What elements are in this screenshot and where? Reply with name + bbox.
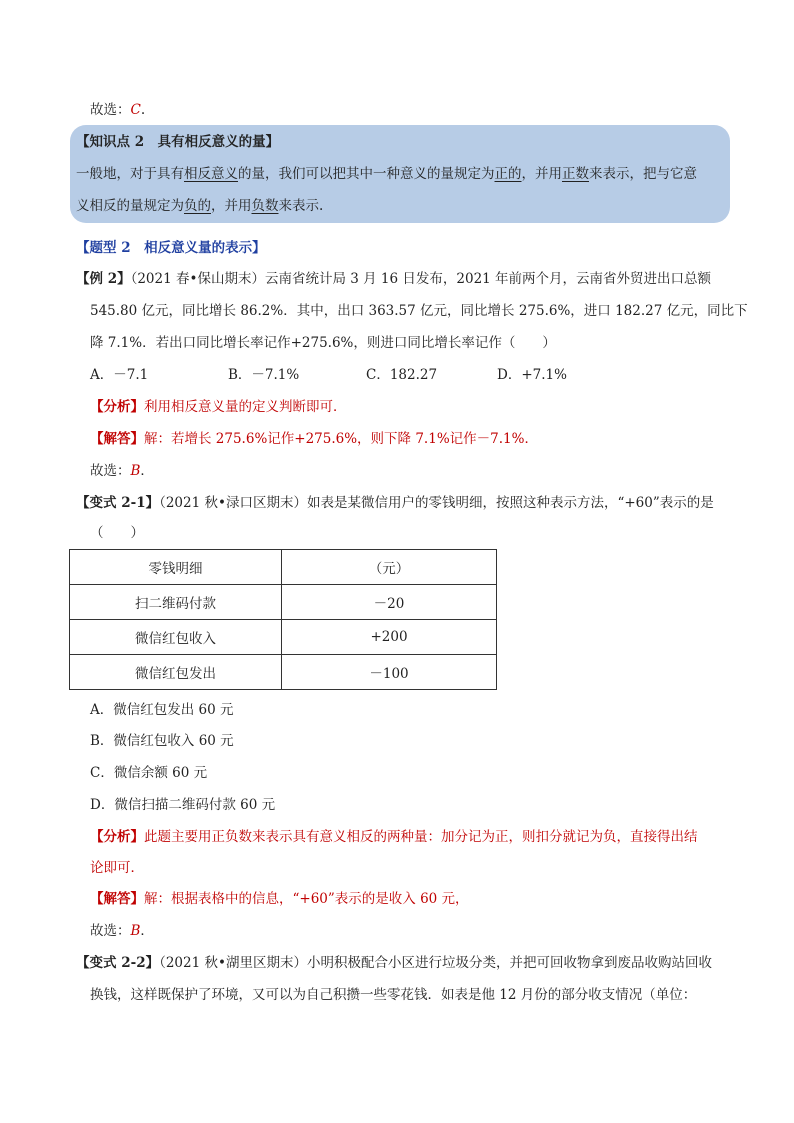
answer-prefix: 故选：	[90, 102, 131, 118]
analysis-tag: 【分析】	[90, 399, 144, 415]
text-span: 解：根据表格中的信息，“+60”表示的是收入 60 元，	[144, 891, 469, 907]
answer-letter: C	[130, 102, 141, 118]
variant-2-2-line-1	[76, 953, 712, 973]
example-2-option-b: B．－7.1%	[228, 367, 300, 383]
answer-letter: B	[130, 923, 141, 939]
variant-2-1-option-d: D．微信扫描二维码付款 60 元	[90, 797, 276, 813]
variant-2-1-option-a: A．微信红包发出 60 元	[90, 702, 234, 718]
example-2-option-a: A．－7.1	[90, 367, 149, 383]
answer-prefix: 故选：	[90, 463, 131, 479]
answer-letter: B	[130, 463, 141, 479]
variant-2-1-answer	[90, 921, 154, 941]
example-2-option-c: C．182.27	[366, 367, 438, 383]
example-2-line-1	[76, 269, 711, 289]
pocket-money-table	[69, 549, 497, 690]
example-2-solution	[90, 429, 538, 449]
table-cell: －20	[282, 585, 497, 620]
variant-2-2-line-2: 换钱，这样既保护了环境，又可以为自己积攒一些零花钱．如表是他 12 月份的部分收支情况（单位：	[90, 987, 697, 1003]
table-row	[70, 585, 497, 620]
text-span: 一般地，对于具有	[76, 166, 184, 182]
variant-2-1-analysis-line-2: 论即可．	[90, 860, 144, 876]
knowledge-line-1	[76, 164, 697, 184]
text-span: 利用相反意义量的定义判断即可．	[144, 399, 347, 415]
variant-2-1-solution	[90, 889, 469, 909]
text-span: （2021 秋•湖里区期末）小明积极配合小区进行垃圾分类，并把可回收物拿到废品收购站回收	[159, 955, 712, 971]
underlined-term: 正的	[494, 166, 522, 182]
table-cell: 扫二维码付款	[70, 585, 282, 620]
knowledge-line-2	[76, 196, 323, 216]
text-span: ，并用	[211, 198, 252, 214]
text-span: 来表示.	[278, 198, 324, 214]
example-tag: 【例 2】	[76, 271, 131, 287]
underlined-term: 负数	[251, 198, 279, 214]
table-header-cell: （元）	[282, 550, 497, 585]
table-header-row	[70, 550, 497, 585]
table-cell: +200	[282, 620, 497, 655]
answer-suffix: ．	[140, 923, 154, 939]
answer-prefix: 故选：	[90, 923, 131, 939]
underlined-term: 正数	[562, 166, 589, 182]
example-2-analysis	[90, 397, 347, 417]
underlined-term: 相反意义	[184, 166, 238, 182]
table-row	[70, 620, 497, 655]
solution-tag: 【解答】	[90, 891, 144, 907]
table-cell: 微信红包收入	[70, 620, 282, 655]
text-span: 义相反的量规定为	[76, 198, 184, 214]
example-2-option-d: D．+7.1%	[497, 367, 567, 383]
variant-tag: 【变式 2-1】	[76, 495, 160, 511]
prev-answer	[90, 100, 145, 120]
variant-tag: 【变式 2-2】	[76, 955, 160, 971]
text-span: （2021 春•保山期末）云南省统计局 3 月 16 日发布，2021 年前两个月，云南省外贸进出口总额	[130, 271, 712, 287]
text-span: 的量，我们可以把其中一种意义的量规定为	[238, 166, 495, 182]
example-2-answer	[90, 461, 154, 481]
answer-suffix: .	[140, 102, 146, 118]
text-span: ，并用	[521, 166, 562, 182]
underlined-term: 负的	[184, 198, 211, 214]
solution-tag: 【解答】	[90, 431, 144, 447]
variant-2-1-analysis-line-1	[90, 827, 698, 847]
variant-2-1-option-b: B．微信红包收入 60 元	[90, 733, 234, 749]
example-2-line-3: 降 7.1%．若出口同比增长率记作+275.6%，则进口同比增长率记作（ ）	[90, 335, 556, 351]
table-header-cell: 零钱明细	[70, 550, 282, 585]
text-span: 来表示，把与它意	[589, 166, 697, 182]
table-cell: 微信红包发出	[70, 655, 282, 690]
analysis-tag: 【分析】	[90, 829, 144, 845]
type-heading: 【题型 2 相反意义量的表示】	[76, 240, 266, 256]
text-span: 解：若增长 275.6%记作+275.6%，则下降 7.1%记作－7.1%．	[144, 431, 538, 447]
variant-2-1-line-1	[76, 493, 714, 513]
text-span: 此题主要用正负数来表示具有意义相反的两种量：加分记为正，则扣分就记为负，直接得出结	[144, 829, 698, 845]
knowledge-title: 【知识点 2 具有相反意义的量】	[76, 134, 280, 150]
table-cell: －100	[282, 655, 497, 690]
answer-suffix: ．	[140, 463, 154, 479]
variant-2-1-line-2: （ ）	[90, 525, 144, 541]
text-span: （2021 秋•渌口区期末）如表是某微信用户的零钱明细，按照这种表示方法，“+60”表示的是	[159, 495, 714, 511]
example-2-line-2: 545.80 亿元，同比增长 86.2%．其中，出口 363.57 亿元，同比增长 275.6%，进口 182.27 亿元，同比下	[90, 303, 748, 319]
variant-2-1-option-c: C．微信余额 60 元	[90, 765, 208, 781]
table-row	[70, 655, 497, 690]
